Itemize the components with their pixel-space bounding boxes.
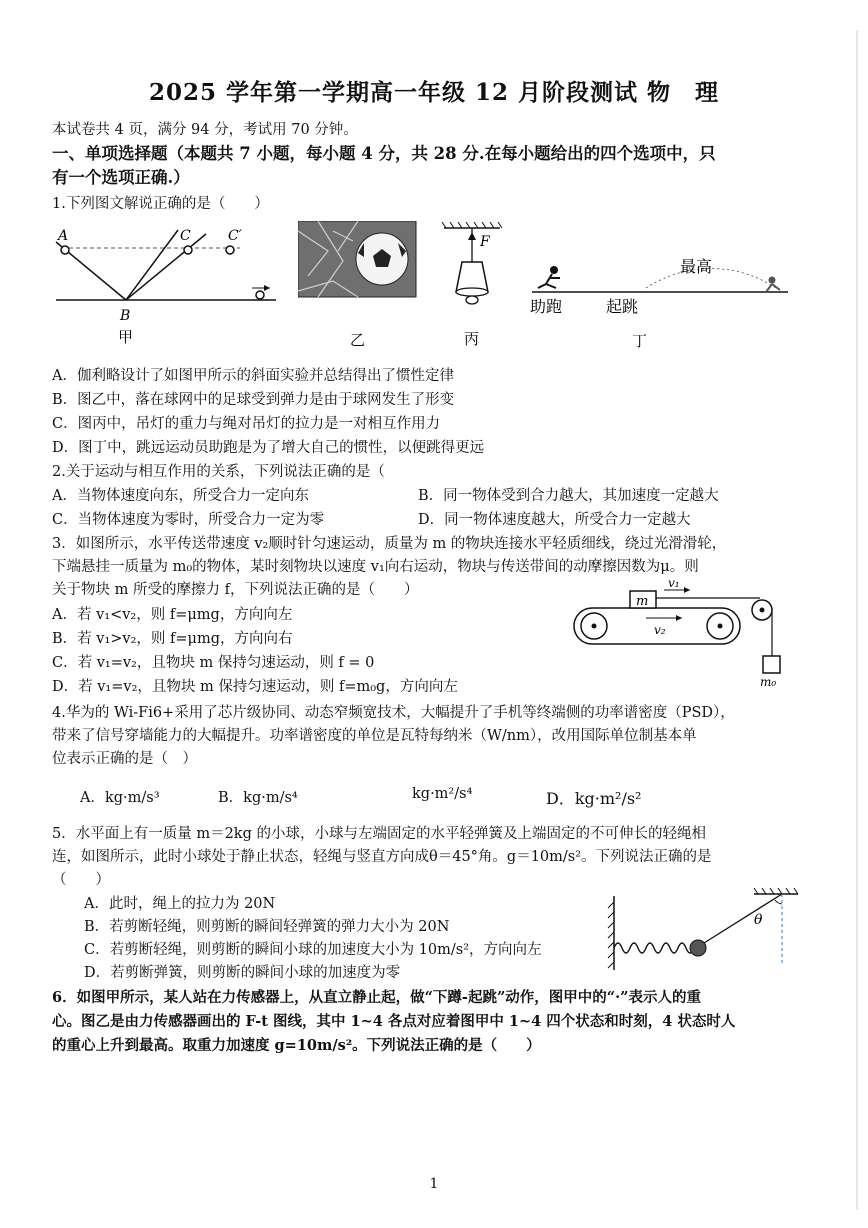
q5-option-c: C．若剪断轻绳，则剪断的瞬间小球的加速度大小为 10m/s²，方向向左 [84,942,542,958]
page-number: 1 [429,1176,439,1192]
q1-option-c: C．图丙中，吊灯的重力与绳对吊灯的拉力是一对相互作用力 [52,416,441,432]
section-title-line2: 有一个选项正确.） [52,168,190,187]
q3-figure-conveyor [570,578,790,690]
ball-a [61,246,69,254]
page-edge [856,30,858,1210]
q4-option-b: B．kg·m/s⁴ [218,790,298,806]
q2-option-d: D．同一物体速度越大，所受合力一定越大 [418,512,691,528]
q3-option-b: B．若 v₁>v₂，则 f=μmg，方向向右 [52,631,293,647]
section-title-line1: 一、单项选择题（本题共 7 小题，每小题 4 分，共 28 分.在每小题给出的四个选项中，只 [52,144,716,163]
q3-stem-line2: 下端悬挂一质量为 m₀的物体，某时刻物块以速度 v₁向右运动，物块与传送带间的动摩擦因数为μ。则 [52,559,699,575]
ball-icon [690,940,706,956]
rope [704,894,782,943]
caption-yi: 乙 [350,331,366,349]
q1-option-b: B．图乙中，落在球网中的足球受到弹力是由于球网发生了形变 [52,392,455,408]
q5-option-a: A．此时，绳上的拉力为 20N [84,896,276,912]
q3-option-c: C．若 v₁=v₂，且物块 m 保持匀速运动，则 f = 0 [52,655,375,671]
q2-option-c: C．当物体速度为零时，所受合力一定为零 [52,512,325,528]
caption-bing: 丙 [464,330,480,348]
exam-intro: 本试卷共 4 页，满分 94 分，考试用 70 分钟。 [52,122,358,138]
q3-option-d: D．若 v₁=v₂，且物块 m 保持匀速运动，则 f=m₀g，方向向左 [52,679,458,695]
label-theta: θ [754,912,763,928]
label-c: C [180,228,191,244]
q4-stem-line3: 位表示正确的是（ ） [52,751,197,767]
jumper-head-icon [769,277,776,284]
q5-stem-line2: 连，如图所示，此时小球处于静止状态，轻绳与竖直方向成θ＝45°角。g＝10m/s²。下列说法正确的是 [52,849,712,865]
caption-jia: 甲 [118,328,134,346]
ball-cp [226,246,234,254]
caption-ding: 丁 [632,332,648,350]
label-b: B [120,308,131,324]
q4-stem-line2: 带来了信号穿墙能力的大幅提升。功率谱密度的单位是瓦特每纳米（W/nm），改用国际单位制基本单 [52,728,697,744]
label-qitiao: 起跳 [606,297,639,316]
q5-stem-line1: 5．水平面上有一质量 m＝2kg 的小球，小球与左端固定的水平轻弹簧及上端固定的不可伸长的轻绳相 [52,826,706,842]
label-m0: m₀ [760,675,777,689]
label-m: m [636,594,649,609]
label-a: A [58,228,69,244]
q3-stem-line3: 关于物块 m 所受的摩擦力 f，下列说法正确的是（ ） [52,582,419,598]
q3-stem-line1: 3．如图所示，水平传送带速度 v₂顺时针匀速运动，质量为 m 的物块连接水平轻质细线，绕过光滑滑轮， [52,536,727,552]
block-m0 [763,656,780,673]
arrow-head [264,285,270,291]
q2-stem: 2.关于运动与相互作用的关系，下列说法正确的是（ [52,464,385,480]
label-cp: C′ [228,228,242,244]
q1-figure-yi [298,221,418,353]
q5-option-d: D．若剪断弹簧，则剪断的瞬间小球的加速度为零 [84,965,401,981]
q2-option-b: B．同一物体受到合力越大，其加速度一定越大 [418,488,719,504]
incline-right-2 [126,234,206,300]
label-zhupao: 助跑 [530,297,563,316]
q1-stem: 1.下列图文解说正确的是（ ） [52,196,269,212]
label-zuigao: 最高 [680,257,713,276]
runner-head-icon [550,266,558,274]
q5-figure-spring [604,886,800,972]
q5-option-b: B．若剪断轻绳，则剪断的瞬间轻弹簧的弹力大小为 20N [84,919,450,935]
q4-option-c: kg·m²/s⁴ [412,786,473,802]
q1-figure-jia [48,220,288,350]
q4-option-a: A．kg·m/s³ [80,790,160,806]
spring-icon [614,943,696,953]
ball-moving [256,291,264,299]
q2-option-a: A．当物体速度向东，所受合力一定向东 [52,488,309,504]
jumper-body-icon [766,284,780,292]
incline-right-1 [126,230,178,300]
label-v2: v₂ [654,623,666,637]
label-v1: v₁ [668,578,680,590]
q4-stem-line1: 4.华为的 Wi-Fi6+采用了芯片级协同、动态窄频宽技术，大幅提升了手机等终端侧的功率谱密度（PSD）， [52,705,735,721]
label-f: F [480,234,490,250]
q3-option-a: A．若 v₁<v₂，则 f=μmg，方向向左 [52,607,293,623]
q6-stem-line2: 心。图乙是由力传感器画出的 F-t 图线，其中 1~4 各点对应着图甲中 1~4 四个状态和时刻，4 状态时人 [52,1013,736,1030]
q1-option-a: A．伽利略设计了如图甲所示的斜面实验并总结得出了惯性定律 [52,368,454,384]
runner-body-icon [538,274,560,288]
ball-c [184,246,192,254]
force-arrow [468,232,476,240]
page-title: 2025 学年第一学期高一年级 12 月阶段测试 物 理 [148,79,720,106]
q6-stem-line1: 6．如图甲所示，某人站在力传感器上，从直立静止起，做“下蹲-起跳”动作，图甲中的“·”表示人的重 [52,989,702,1006]
q4-option-d: D．kg·m²/s² [546,789,642,808]
q6-stem-line3: 的重心上升到最高。取重力加速度 g=10m/s²。下列说法正确的是（ ） [52,1037,541,1054]
q5-stem-line3: （ ） [52,872,110,888]
q1-figure-ding [526,222,796,352]
q1-figure-bing [434,220,514,352]
q1-option-d: D．图丁中，跳远运动员助跑是为了增大自己的惯性，以便跳得更远 [52,440,485,456]
